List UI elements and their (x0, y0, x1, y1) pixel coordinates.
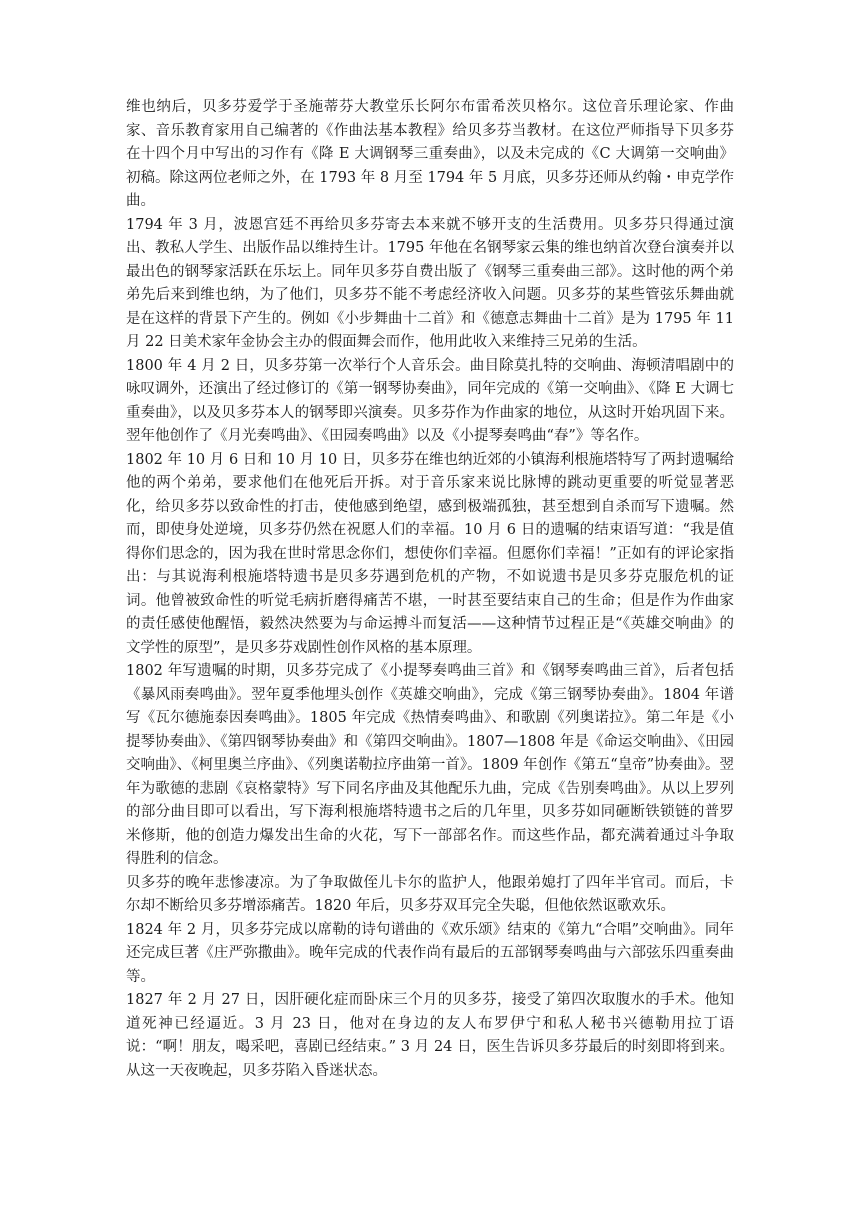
paragraph-1802-works: 1802 年写遗嘱的时期，贝多芬完成了《小提琴奏鸣曲三首》和《钢琴奏鸣曲三首》，后者包括《暴风雨奏鸣曲》。翌年夏季他埋头创作《英雄交响曲》，完成《第三钢琴协奏曲》。1804 年谱写《瓦尔德施泰因奏鸣曲》。1805 年完成《热情奏鸣曲》、和歌剧《列奥诺拉》。第二年是《小提琴协奏曲》、《第四钢琴协奏曲》和《第四交响曲》。1807—1808 年是《命运交响曲》、《田园交响曲》、《柯里奥兰序曲》、《列奥诺勒拉序曲第一首》。1809 年创作《第五“皇帝”协奏曲》。翌年为歌德的悲剧《哀格蒙特》写下同名序曲及其他配乐九曲，完成《告别奏鸣曲》。从以上罗列的部分曲目即可以看出，写下海利根施塔特遗书之后的几年里，贝多芬如同砸断铁锁链的普罗米修斯，他的创造力爆发出生命的火花，写下一部部名作。而这些作品，都充满着通过斗争取得胜利的信念。 (126, 663, 734, 867)
paragraph-1824: 1824 年 2 月，贝多芬完成以席勒的诗句谱曲的《欢乐颂》结束的《第九“合唱”交响曲》。同年还完成巨著《庄严弥撒曲》。晚年完成的代表作尚有最后的五部钢琴奏鸣曲与六部弦乐四重奏曲等。 (126, 921, 734, 985)
paragraph-1802-testament: 1802 年 10 月 6 日和 10 月 10 日，贝多芬在维也纳近郊的小镇海利根施塔特写了两封遗嘱给他的两个弟弟，要求他们在他死后开拆。对于音乐家来说比脉博的跳动更重要的听觉显著恶化，给贝多芬以致命性的打击，使他感到绝望，感到极端孤独，甚至想到自杀而写下遗嘱。然而，即使身处逆境，贝多芬仍然在祝愿人们的幸福。10 月 6 日的遗嘱的结束语写道：“我是值得你们思念的，因为我在世时常思念你们，想使你们幸福。但愿你们幸福！”正如有的评论家指出：与其说海利根施塔特遗书是贝多芬遇到危机的产物，不如说遗书是贝多芬克服危机的证词。他曾被致命性的听觉毛病折磨得痛苦不堪，一时甚至要结束自己的生命；但是作为作曲家的责任感使他醒悟，毅然决然要为与命运搏斗而复活——这种情节过程正是“《英雄交响曲》的文学性的原型”，是贝多芬戏剧性创作风格的基本原理。 (126, 451, 734, 656)
paragraph-1800: 1800 年 4 月 2 日，贝多芬第一次举行个人音乐会。曲目除莫扎特的交响曲、海顿清唱剧中的咏叹调外，还演出了经过修订的《第一钢琴协奏曲》，同年完成的《第一交响曲》、《降 E 大调七重奏曲》，以及贝多芬本人的钢琴即兴演奏。贝多芬作为作曲家的地位，从这时开始巩固下来。翌年他创作了《月光奏鸣曲》、《田园奏鸣曲》以及《小提琴奏鸣曲“春”》等名作。 (126, 357, 734, 444)
paragraph-teachers: 维也纳后，贝多芬爱学于圣施蒂芬大教堂乐长阿尔布雷希茨贝格尔。这位音乐理论家、作曲家、音乐教育家用自己编著的《作曲法基本教程》给贝多芬当教材。在这位严师指导下贝多芬在十四个月中写出的习作有《降 E 大调钢琴三重奏曲》，以及未完成的《C 大调第一交响曲》初稿。除这两位老师之外，在 1793 年 8 月至 1794 年 5 月底，贝多芬还师从约翰・申克学作曲。 (126, 99, 734, 209)
document-page (126, 96, 734, 1083)
paragraph-1827: 1827 年 2 月 27 日，因肝硬化症而卧床三个月的贝多芬，接受了第四次取腹水的手术。他知道死神已经逼近。3 月 23 日，他对在身边的友人布罗伊宁和私人秘书兴德勒用拉丁语说：“啊！朋友，喝采吧，喜剧已经结束。” 3 月 24 日，医生告诉贝多芬最后的时刻即将到来。从这一天夜晚起，贝多芬陷入昏迷状态。 (126, 992, 734, 1079)
paragraph-late-years: 贝多芬的晚年悲惨凄凉。为了争取做侄儿卡尔的监护人，他跟弟媳打了四年半官司。而后，卡尔却不断给贝多芬增添痛苦。1820 年后，贝多芬双耳完全失聪，但他依然讴歌欢乐。 (126, 874, 734, 914)
paragraph-1794: 1794 年 3 月，波恩宫廷不再给贝多芬寄去本来就不够开支的生活费用。贝多芬只得通过演出、教私人学生、出版作品以维持生计。1795 年他在名钢琴家云集的维也纳首次登台演奏并以最出色的钢琴家活跃在乐坛上。同年贝多芬自费出版了《钢琴三重奏曲三部》。这时他的两个弟弟先后来到维也纳，为了他们，贝多芬不能不考虑经济收入问题。贝多芬的某些管弦乐舞曲就是在这样的背景下产生的。例如《小步舞曲十二首》和《德意志舞曲十二首》是为 1795 年 11 月 22 日美术家年金协会主办的假面舞会而作，他用此收入来维持三兄弟的生活。 (126, 216, 734, 350)
